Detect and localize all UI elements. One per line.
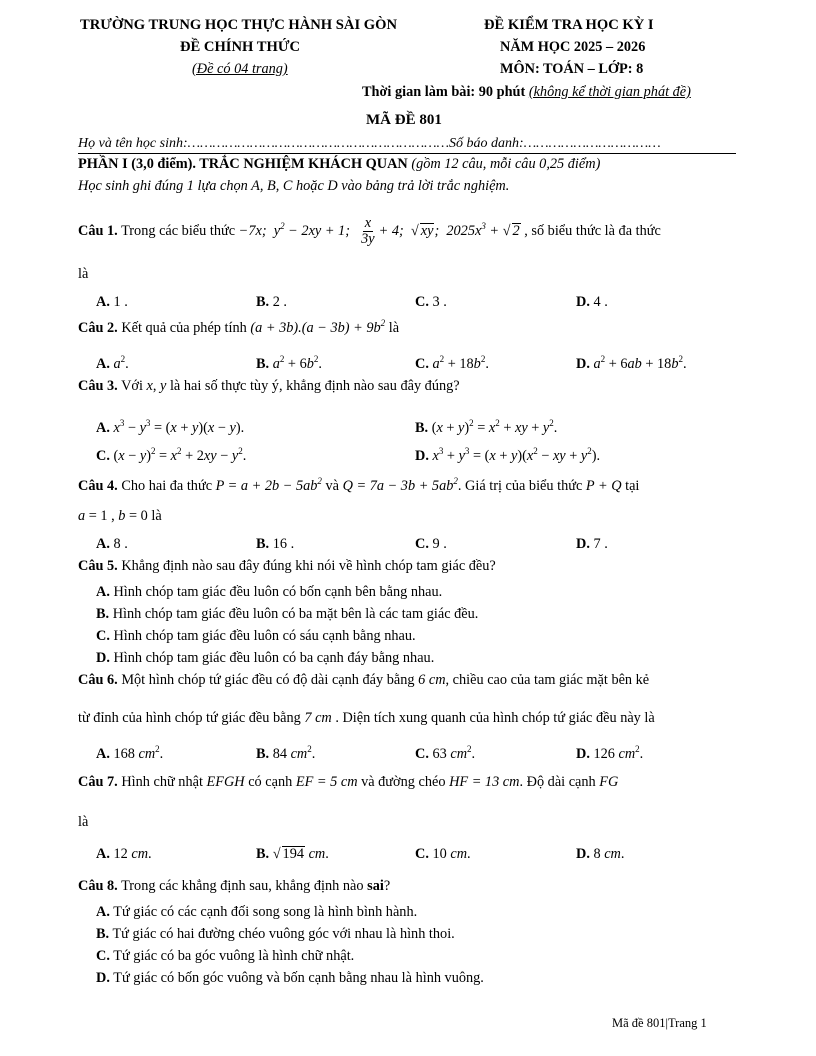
student-info-line: Họ và tên học sinh:………………………………………………………Số báo danh:…………………………… — [78, 136, 661, 151]
time-note: (không kể thời gian phát đề) — [528, 84, 691, 100]
school-name: TRƯỜNG TRUNG HỌC THỰC HÀNH SÀI GÒN — [80, 17, 398, 33]
q8-option-b: B. Tứ giác có hai đường chéo vuông góc với nhau là hình thoi. — [96, 926, 455, 942]
q1-continuation: là — [78, 266, 89, 282]
q2-option-c: C. $a^2 + 18b^2$. — [415, 354, 489, 372]
part1-note: (gồm 12 câu, mỗi câu 0,25 điểm) — [411, 156, 601, 172]
q7-option-d: D. 8 cm. — [576, 846, 625, 862]
q4-option-d: D. 7 . — [576, 536, 608, 552]
q5-option-a: A. Hình chóp tam giác đều luôn có bốn cạnh bên bằng nhau. — [96, 584, 443, 600]
q1-option-d: D. 4 . — [576, 294, 608, 310]
part1-title: PHẦN I (3,0 điểm). TRẮC NGHIỆM KHÁCH QUAN — [78, 156, 408, 172]
q6-line-2: từ đỉnh của hình chóp tứ giác đều bằng 7 cm . Diện tích xung quanh của hình chóp tứ giác đều này là — [78, 710, 655, 726]
question-4: Câu 4. Cho hai đa thức $P = a + 2b - 5ab^2$ và $Q = 7a - 3b + 5ab^2$. Giá trị của biểu thức P + Q tại — [78, 476, 640, 494]
page-footer: Mã đề 801|Trang 1 — [612, 1016, 707, 1030]
q2-option-a: A. $a^2$. — [96, 354, 129, 372]
official-label: ĐỀ CHÍNH THỨC — [180, 39, 301, 55]
q7-option-c: C. 10 cm. — [415, 846, 471, 862]
time-line — [362, 84, 691, 101]
school-year: NĂM HỌC 2025 – 2026 — [500, 39, 646, 55]
q3-option-c: C. $(x - y)^2 = x^2 + 2xy - y^2$. — [96, 446, 247, 464]
q2-option-b: B. $a^2 + 6b^2$. — [256, 354, 322, 372]
q1-label: Câu 1. — [78, 222, 118, 239]
question-5: Câu 5. Khẳng định nào sau đây đúng khi nói về hình chóp tam giác đều? — [78, 558, 496, 574]
part1-heading — [78, 156, 600, 173]
q2-option-d: D. $a^2 + 6ab + 18b^2$. — [576, 354, 687, 372]
q6-option-c: C. 63 $cm^2$. — [415, 744, 476, 762]
q1-text: Trong các biểu thức — [121, 222, 236, 239]
pages-note: (Đề có 04 trang) — [192, 61, 288, 77]
q8-option-c: C. Tứ giác có ba góc vuông là hình chữ nhật. — [96, 948, 355, 964]
q1-option-b: B. 2 . — [256, 294, 287, 310]
question-1 — [78, 216, 661, 247]
q6-option-b: B. 84 $cm^2$. — [256, 744, 316, 762]
time-label: Thời gian làm bài: 90 phút — [362, 84, 526, 100]
question-8: Câu 8. Trong các khẳng định sau, khẳng định nào sai? — [78, 878, 391, 894]
question-6: Câu 6. Một hình chóp tứ giác đều có độ dài cạnh đáy bằng 6 cm, chiều cao của tam giác mặt bên kẻ — [78, 672, 650, 688]
exam-title: ĐỀ KIỂM TRA HỌC KỲ I — [484, 17, 654, 33]
question-7: Câu 7. Hình chữ nhật EFGH có cạnh EF = 5 cm và đường chéo HF = 13 cm. Độ dài cạnh FG — [78, 774, 619, 790]
q4-continuation: a = 1 , b = 0 là — [78, 508, 162, 524]
q4-option-a: A. 8 . — [96, 536, 128, 552]
q1-expressions: −7x; $y^2 - 2xy + 1$; $\frac{x}{3y}$ + 4; √ xy; $2025x^3$ + √ 2 — [238, 215, 520, 247]
q7-continuation: là — [78, 814, 89, 830]
q5-option-b: B. Hình chóp tam giác đều luôn có ba mặt bên là các tam giác đều. — [96, 606, 479, 622]
q8-option-a: A. Tứ giác có các cạnh đối song song là hình bình hành. — [96, 904, 418, 920]
q8-option-d: D. Tứ giác có bốn góc vuông và bốn cạnh bằng nhau là hình vuông. — [96, 970, 484, 986]
part1-instruction: Học sinh ghi đúng 1 lựa chọn A, B, C hoặc D vào bảng trả lời trắc nghiệm. — [78, 178, 510, 194]
q1-option-c: C. 3 . — [415, 294, 447, 310]
q4-option-c: C. 9 . — [415, 536, 447, 552]
q3-option-b: B. $(x + y)^2 = x^2$ + xy + $y^2$. — [415, 418, 558, 436]
q7-option-a: A. 12 cm. — [96, 846, 152, 862]
q3-option-d: D. $x^3 + y^3 = (x + y)(x^2$ − xy + $y^2$). — [415, 446, 601, 464]
question-2: Câu 2. Kết quả của phép tính $(a + 3b).(a - 3b) + 9b^2$ là — [78, 318, 400, 336]
q4-option-b: B. 16 . — [256, 536, 295, 552]
q6-option-a: A. 168 $cm^2$. — [96, 744, 164, 762]
q6-option-d: D. 126 $cm^2$. — [576, 744, 644, 762]
exam-code: MÃ ĐỀ 801 — [366, 112, 442, 128]
question-3: Câu 3. Với x, y là hai số thực tùy ý, khẳng định nào sau đây đúng? — [78, 378, 460, 394]
divider — [78, 153, 736, 154]
q5-option-d: D. Hình chóp tam giác đều luôn có ba cạnh đáy bằng nhau. — [96, 650, 435, 666]
q1-tail: , số biểu thức là đa thức — [524, 222, 661, 239]
q7-option-b: B. √ 194 cm. — [256, 846, 329, 862]
q5-option-c: C. Hình chóp tam giác đều luôn có sáu cạnh bằng nhau. — [96, 628, 416, 644]
q3-option-a: A. $x^3 - y^3 = (x + y)(x - y)$. — [96, 418, 245, 436]
q1-option-a: A. 1 . — [96, 294, 128, 310]
subject: MÔN: TOÁN – LỚP: 8 — [500, 61, 644, 77]
